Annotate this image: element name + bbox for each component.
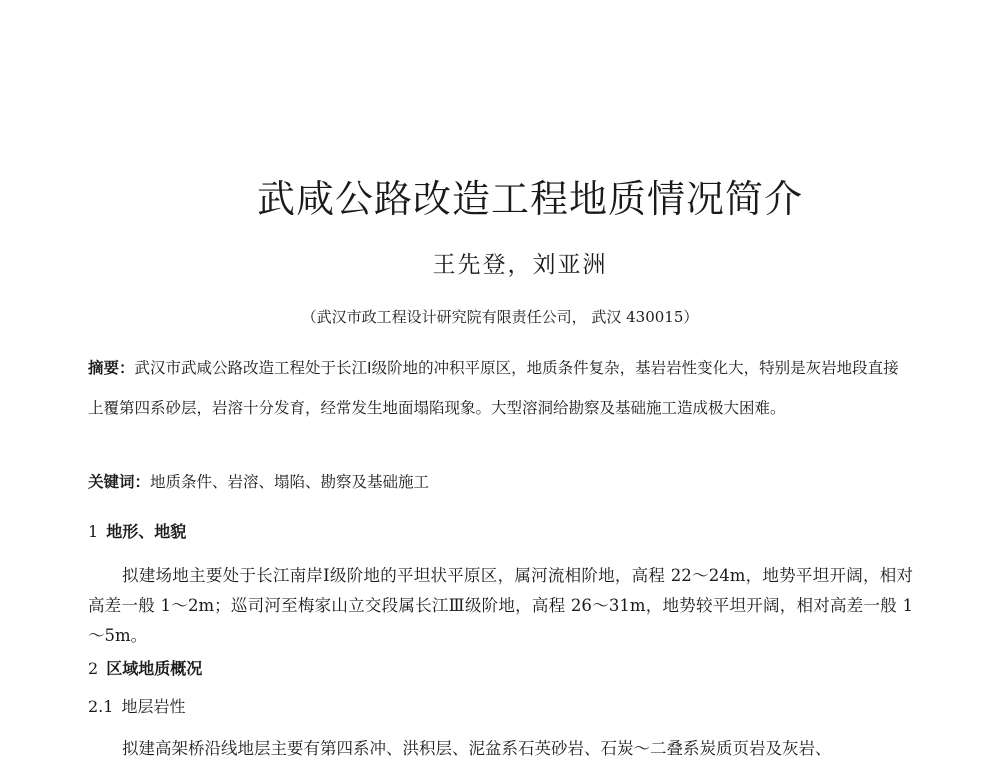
keywords-block (88, 469, 913, 495)
affiliation: （武汉市政工程设计研究院有限责任公司， 武汉 430015） (301, 308, 699, 326)
subsection-title: 地层岩性 (121, 697, 186, 716)
section-title: 地形、地貌 (106, 522, 187, 541)
subsection-number: 2.1 (88, 697, 114, 716)
keywords-label: 关键词： (88, 473, 151, 491)
keywords-text: 地质条件、岩溶、塌陷、勘察及基础施工 (150, 473, 430, 491)
abstract-text: 武汉市武咸公路改造工程处于长江Ⅰ级阶地的冲积平原区，地质条件复杂，基岩岩性变化大，特别是灰岩地段直接上覆第四系砂层，岩溶十分发育，经常发生地面塌陷现象。大型溶洞给勘察及基础施工造成极大困难。 (88, 359, 899, 417)
section-1-paragraph: 拟建场地主要处于长江南岸Ⅰ级阶地的平坦状平原区，属河流相阶地，高程 22～24m，地势平坦开阔，相对高差一般 1～2m；巡司河至梅家山立交段属长江Ⅲ级阶地，高程 26～31m，地势较平坦开阔，相对高差一般 1～5m。 (88, 566, 913, 645)
section-title: 区域地质概况 (106, 659, 203, 678)
author-list: 王先登，刘亚洲 (432, 252, 608, 278)
paper-title: 武咸公路改造工程地质情况简介 (256, 177, 803, 221)
section-number: 2 (88, 659, 99, 678)
section-number: 1 (88, 522, 99, 541)
subsection-2-1-paragraph: 拟建高架桥沿线地层主要有第四系冲、洪积层、泥盆系石英砂岩、石炭～二叠系炭质页岩及灰岩、 (122, 739, 832, 758)
section-heading-1 (88, 519, 186, 542)
abstract-block (88, 348, 913, 428)
section-heading-2 (88, 656, 202, 679)
subsection-heading-2-1 (88, 694, 185, 717)
abstract-label: 摘要： (88, 359, 135, 377)
